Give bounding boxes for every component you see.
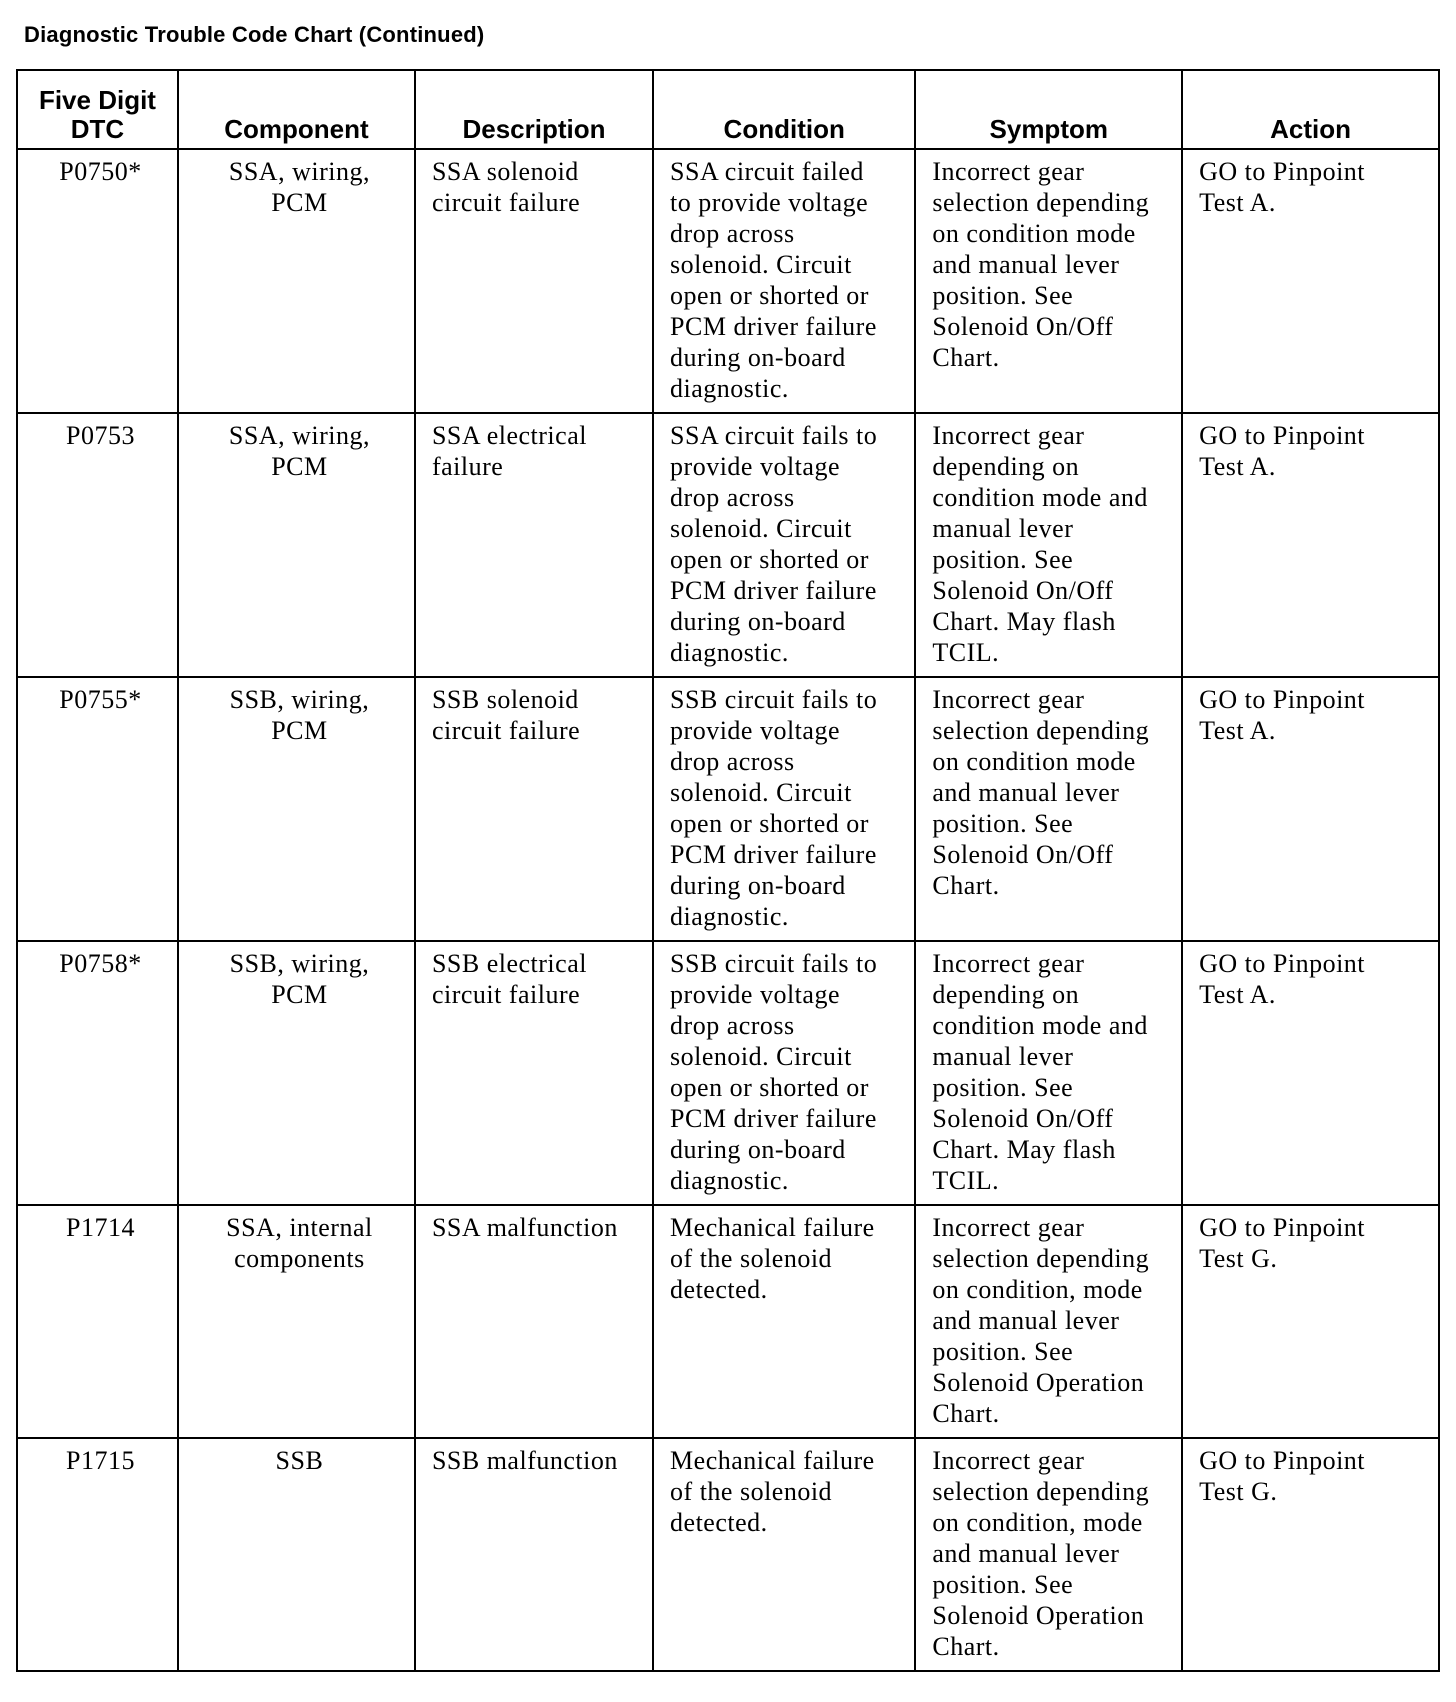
symptom-cell: Incorrect gear selection depending on condition, mode and manual lever position. See Solenoid Operation Chart. bbox=[915, 1438, 1182, 1671]
table-row bbox=[17, 413, 1439, 677]
component-cell: SSA, wiring, PCM bbox=[178, 149, 415, 413]
symptom-cell: Incorrect gear depending on condition mode and manual lever position. See Solenoid On/Off Chart. May flash TCIL. bbox=[915, 941, 1182, 1205]
symptom-cell: Incorrect gear selection depending on condition mode and manual lever position. See Solenoid On/Off Chart. bbox=[915, 149, 1182, 413]
description-cell: SSA electrical failure bbox=[415, 413, 653, 677]
symptom-cell: Incorrect gear selection depending on condition mode and manual lever position. See Solenoid On/Off Chart. bbox=[915, 677, 1182, 941]
description-cell: SSA solenoid circuit failure bbox=[415, 149, 653, 413]
table-row bbox=[17, 1438, 1439, 1671]
column-header-component: Component bbox=[178, 70, 415, 149]
column-header-action: Action bbox=[1182, 70, 1439, 149]
description-cell: SSB solenoid circuit failure bbox=[415, 677, 653, 941]
table-row bbox=[17, 149, 1439, 413]
description-cell: SSA malfunction bbox=[415, 1205, 653, 1438]
component-cell: SSA, wiring, PCM bbox=[178, 413, 415, 677]
component-cell: SSB, wiring, PCM bbox=[178, 677, 415, 941]
condition-cell: SSB circuit fails to provide voltage drop across solenoid. Circuit open or shorted or PCM driver failure during on-board diagnostic. bbox=[653, 941, 915, 1205]
dtc-code-cell: P0758* bbox=[17, 941, 178, 1205]
dtc-code-cell: P1714 bbox=[17, 1205, 178, 1438]
column-header-condition: Condition bbox=[653, 70, 915, 149]
component-cell: SSA, internal components bbox=[178, 1205, 415, 1438]
table-row bbox=[17, 1205, 1439, 1438]
dtc-table bbox=[16, 69, 1440, 1672]
action-cell: GO to Pinpoint Test G. bbox=[1182, 1205, 1439, 1438]
column-header-dtc: Five Digit DTC bbox=[17, 70, 178, 149]
table-row bbox=[17, 677, 1439, 941]
symptom-cell: Incorrect gear selection depending on condition, mode and manual lever position. See Solenoid Operation Chart. bbox=[915, 1205, 1182, 1438]
description-cell: SSB malfunction bbox=[415, 1438, 653, 1671]
dtc-code-cell: P0753 bbox=[17, 413, 178, 677]
condition-cell: SSB circuit fails to provide voltage drop across solenoid. Circuit open or shorted or PCM driver failure during on-board diagnostic. bbox=[653, 677, 915, 941]
condition-cell: SSA circuit fails to provide voltage drop across solenoid. Circuit open or shorted or PCM driver failure during on-board diagnostic. bbox=[653, 413, 915, 677]
dtc-code-cell: P1715 bbox=[17, 1438, 178, 1671]
header-row bbox=[17, 70, 1439, 149]
table-row bbox=[17, 941, 1439, 1205]
action-cell: GO to Pinpoint Test G. bbox=[1182, 1438, 1439, 1671]
component-cell: SSB bbox=[178, 1438, 415, 1671]
action-cell: GO to Pinpoint Test A. bbox=[1182, 149, 1439, 413]
action-cell: GO to Pinpoint Test A. bbox=[1182, 677, 1439, 941]
action-cell: GO to Pinpoint Test A. bbox=[1182, 941, 1439, 1205]
condition-cell: Mechanical failure of the solenoid detected. bbox=[653, 1438, 915, 1671]
condition-cell: SSA circuit failed to provide voltage drop across solenoid. Circuit open or shorted or PCM driver failure during on-board diagnostic. bbox=[653, 149, 915, 413]
condition-cell: Mechanical failure of the solenoid detected. bbox=[653, 1205, 915, 1438]
dtc-code-cell: P0750* bbox=[17, 149, 178, 413]
column-header-description: Description bbox=[415, 70, 653, 149]
column-header-symptom: Symptom bbox=[915, 70, 1182, 149]
action-cell: GO to Pinpoint Test A. bbox=[1182, 413, 1439, 677]
symptom-cell: Incorrect gear depending on condition mode and manual lever position. See Solenoid On/Off Chart. May flash TCIL. bbox=[915, 413, 1182, 677]
dtc-code-cell: P0755* bbox=[17, 677, 178, 941]
component-cell: SSB, wiring, PCM bbox=[178, 941, 415, 1205]
description-cell: SSB electrical circuit failure bbox=[415, 941, 653, 1205]
page-title: Diagnostic Trouble Code Chart (Continued) bbox=[24, 22, 485, 47]
